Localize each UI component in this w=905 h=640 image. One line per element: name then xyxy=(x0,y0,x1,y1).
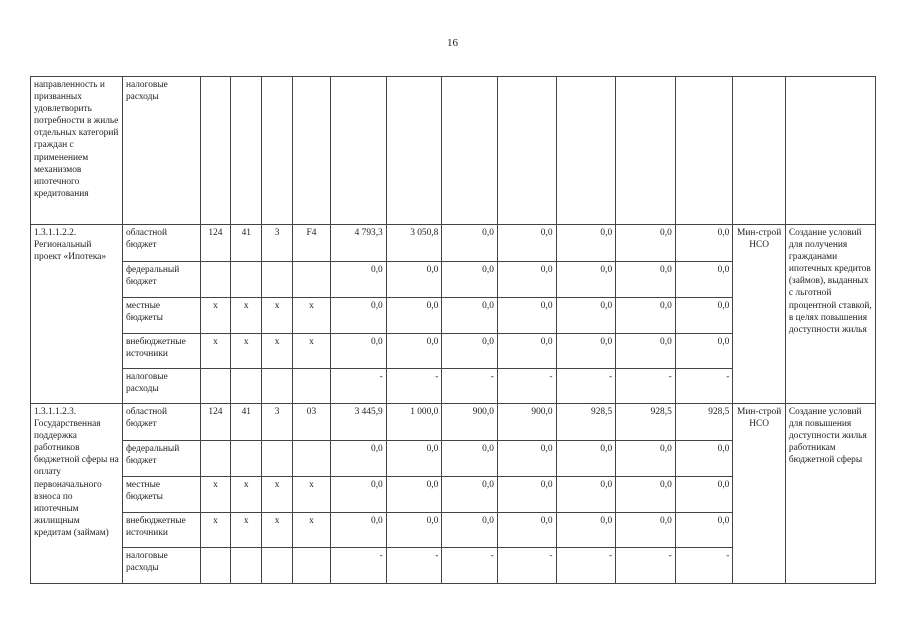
value-cell: 0,0 xyxy=(616,225,676,262)
value-cell: 0,0 xyxy=(497,298,556,334)
code-cell: 124 xyxy=(200,225,230,262)
value-cell: 3 050,8 xyxy=(386,225,442,262)
source-cell: внебюджетные источники xyxy=(122,334,200,369)
value-cell: 0,0 xyxy=(386,513,442,548)
value-cell: - xyxy=(386,548,442,584)
goal-cell: Создание условий для повышения доступности жилья работникам бюджетной сферы xyxy=(785,404,875,584)
value-cell: 0,0 xyxy=(331,298,387,334)
goal-cell: Создание условий для получения гражданами ипотечных кредитов (займов), выданных с льготной процентной ставкой, в целях повышения доступности жилья xyxy=(785,225,875,404)
value-cell: - xyxy=(556,369,616,404)
value-cell: 900,0 xyxy=(442,404,498,441)
value-cell: 928,5 xyxy=(675,404,733,441)
value-cell: 0,0 xyxy=(442,225,498,262)
code-cell: x xyxy=(292,513,330,548)
value-cell: 0,0 xyxy=(386,298,442,334)
value-cell: 0,0 xyxy=(331,262,387,298)
value-cell: 0,0 xyxy=(497,513,556,548)
value-cell: 0,0 xyxy=(497,334,556,369)
code-cell xyxy=(200,548,230,584)
value-cell: 0,0 xyxy=(331,334,387,369)
value-cell: 0,0 xyxy=(675,262,733,298)
value-cell: 0,0 xyxy=(497,441,556,477)
value-cell: 3 445,9 xyxy=(331,404,387,441)
value-cell: 0,0 xyxy=(556,441,616,477)
code-cell xyxy=(231,548,262,584)
value-cell: 928,5 xyxy=(556,404,616,441)
value-cell: 0,0 xyxy=(442,441,498,477)
value-cell: - xyxy=(331,369,387,404)
code-cell: x xyxy=(262,477,292,513)
code-cell: x xyxy=(292,334,330,369)
code-cell: 03 xyxy=(292,404,330,441)
value-cell: 0,0 xyxy=(497,225,556,262)
value-cell: - xyxy=(497,369,556,404)
value-cell: 0,0 xyxy=(556,334,616,369)
value-cell: 0,0 xyxy=(442,262,498,298)
code-cell xyxy=(200,262,230,298)
value-cell: 0,0 xyxy=(675,441,733,477)
value-cell: 0,0 xyxy=(616,441,676,477)
code-cell: 41 xyxy=(231,404,262,441)
value-cell: 0,0 xyxy=(497,477,556,513)
value-cell: 900,0 xyxy=(497,404,556,441)
value-cell: 0,0 xyxy=(616,477,676,513)
value-cell: 0,0 xyxy=(616,298,676,334)
value-cell: 928,5 xyxy=(616,404,676,441)
value-cell: - xyxy=(442,548,498,584)
code-cell xyxy=(231,262,262,298)
code-cell: x xyxy=(292,477,330,513)
value-cell: 0,0 xyxy=(331,513,387,548)
value-cell: - xyxy=(616,548,676,584)
code-cell xyxy=(200,441,230,477)
source-cell: областной бюджет xyxy=(122,225,200,262)
code-cell: x xyxy=(200,513,230,548)
value-cell: 0,0 xyxy=(386,262,442,298)
source-cell: федеральный бюджет xyxy=(122,441,200,477)
code-cell: 41 xyxy=(231,225,262,262)
value-cell: 0,0 xyxy=(442,334,498,369)
code-cell xyxy=(292,441,330,477)
executor-cell: Мин-строй НСО xyxy=(733,404,786,584)
project-title-cell: 1.3.1.1.2.2. Региональный проект «Ипотека» xyxy=(31,225,123,404)
project-title-cell: 1.3.1.1.2.3. Государственная поддержка работников бюджетной сферы на оплату первоначального взноса по ипотечным жилищным кредитам (займам) xyxy=(31,404,123,584)
code-cell: x xyxy=(262,513,292,548)
value-cell: 0,0 xyxy=(675,225,733,262)
code-cell: x xyxy=(200,477,230,513)
code-cell: 3 xyxy=(262,404,292,441)
source-cell: федеральный бюджет xyxy=(122,262,200,298)
value-cell: 0,0 xyxy=(675,513,733,548)
value-cell: 0,0 xyxy=(556,298,616,334)
value-cell: 0,0 xyxy=(442,477,498,513)
table-row xyxy=(31,404,876,441)
value-cell: 0,0 xyxy=(616,334,676,369)
value-cell: 0,0 xyxy=(442,513,498,548)
source-cell: местные бюджеты xyxy=(122,298,200,334)
value-cell: 0,0 xyxy=(331,477,387,513)
table-row xyxy=(31,77,876,225)
source-cell: областной бюджет xyxy=(122,404,200,441)
source-cell: внебюджетные источники xyxy=(122,513,200,548)
budget-table xyxy=(30,76,876,584)
code-cell xyxy=(262,548,292,584)
code-cell: x xyxy=(231,477,262,513)
source-cell: налоговые расходы xyxy=(122,369,200,404)
code-cell xyxy=(200,369,230,404)
value-cell: - xyxy=(331,548,387,584)
code-cell xyxy=(262,441,292,477)
code-cell xyxy=(262,262,292,298)
code-cell xyxy=(262,369,292,404)
continued-description-cell: направленность и призванных удовлетворить потребности в жилье отдельных категорий граждан с применением механизмов ипотечного кредитования xyxy=(31,77,123,225)
page-number: 16 xyxy=(447,37,458,49)
value-cell: 0,0 xyxy=(497,262,556,298)
code-cell xyxy=(292,548,330,584)
value-cell: - xyxy=(442,369,498,404)
value-cell: 0,0 xyxy=(442,298,498,334)
code-cell: x xyxy=(231,513,262,548)
code-cell xyxy=(292,369,330,404)
value-cell: - xyxy=(386,369,442,404)
value-cell: 0,0 xyxy=(675,477,733,513)
code-cell: x xyxy=(292,298,330,334)
code-cell: x xyxy=(200,334,230,369)
value-cell: - xyxy=(675,369,733,404)
code-cell: x xyxy=(231,298,262,334)
value-cell: - xyxy=(556,548,616,584)
source-cell: налоговые расходы xyxy=(122,77,200,225)
value-cell: 0,0 xyxy=(616,513,676,548)
code-cell: 3 xyxy=(262,225,292,262)
table-row xyxy=(31,225,876,262)
code-cell: x xyxy=(262,298,292,334)
value-cell: 0,0 xyxy=(386,334,442,369)
value-cell: 0,0 xyxy=(556,513,616,548)
value-cell: 0,0 xyxy=(386,441,442,477)
code-cell: x xyxy=(262,334,292,369)
code-cell: x xyxy=(231,334,262,369)
value-cell: 0,0 xyxy=(556,477,616,513)
code-cell: 124 xyxy=(200,404,230,441)
value-cell: 0,0 xyxy=(616,262,676,298)
executor-cell: Мин-строй НСО xyxy=(733,225,786,404)
code-cell xyxy=(292,262,330,298)
value-cell: 0,0 xyxy=(675,298,733,334)
value-cell: 0,0 xyxy=(556,225,616,262)
source-cell: местные бюджеты xyxy=(122,477,200,513)
value-cell: - xyxy=(497,548,556,584)
value-cell: 1 000,0 xyxy=(386,404,442,441)
value-cell: 0,0 xyxy=(556,262,616,298)
source-cell: налоговые расходы xyxy=(122,548,200,584)
value-cell: 0,0 xyxy=(675,334,733,369)
value-cell: 4 793,3 xyxy=(331,225,387,262)
value-cell: 0,0 xyxy=(331,441,387,477)
code-cell: F4 xyxy=(292,225,330,262)
code-cell xyxy=(231,441,262,477)
value-cell: - xyxy=(675,548,733,584)
value-cell: - xyxy=(616,369,676,404)
code-cell: x xyxy=(200,298,230,334)
code-cell xyxy=(231,369,262,404)
value-cell: 0,0 xyxy=(386,477,442,513)
